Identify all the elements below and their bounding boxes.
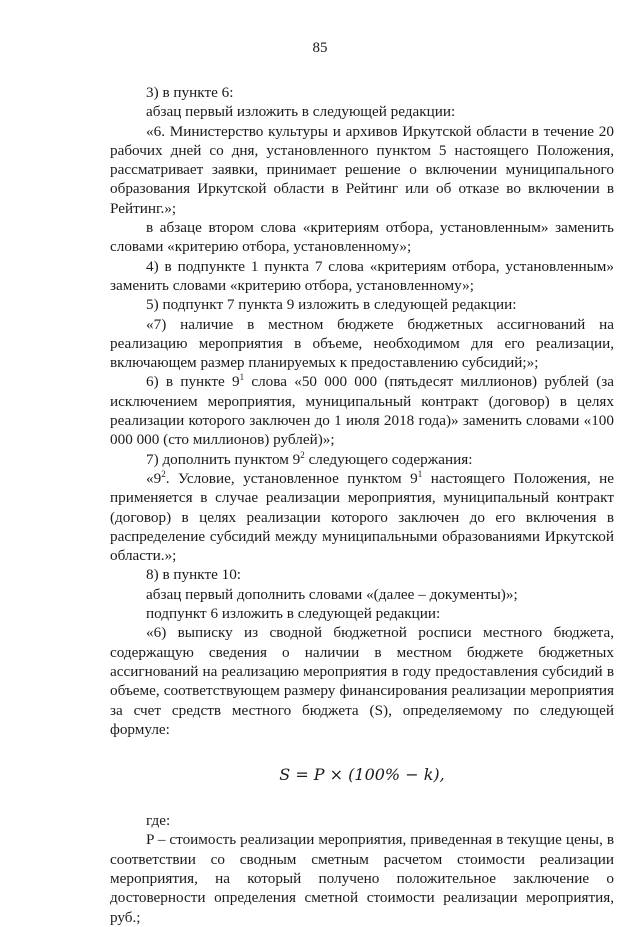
- paragraph-supplement: абзац первый дополнить словами «(далее – документы)»;: [146, 585, 518, 603]
- superscript: 2: [161, 468, 166, 479]
- superscript: 1: [417, 468, 423, 479]
- paragraph-quote-6: «6. Министерство культуры и архивов Иркутской области в течение 20 рабочих дней со дня, установленного пунктом 5 настоящего Положения, рассматривает заявки, принимает решение о включении муниципального образования Иркутской области в Рейтинг или об отказе во включении в Рейтинг.»;: [110, 122, 614, 217]
- superscript: 2: [300, 449, 305, 460]
- paragraph-where: где:: [146, 812, 171, 830]
- page-number: 85: [312, 40, 328, 56]
- paragraph-item-5: 5) подпункт 7 пункта 9 изложить в следующей редакции:: [146, 296, 517, 314]
- text-fragment: 6) в пункте 9: [146, 373, 240, 391]
- paragraph-definition-p: P – стоимость реализации мероприятия, приведенная в текущие цены, в соответствии со сводным сметным расчетом стоимости реализации мероприятия, на который получено положительное заключение о достоверности определения сметной стоимости реализации мероприятия, руб.;: [110, 831, 614, 926]
- formula: S = P × (100% − k),: [279, 765, 445, 785]
- text-fragment: . Условие, установленное пунктом 9: [165, 469, 418, 487]
- superscript: 1: [239, 372, 245, 383]
- text-fragment: 7) дополнить пунктом 9: [146, 450, 301, 468]
- paragraph-quote-extract: «6) выписку из сводной бюджетной росписи местного бюджета, содержащую сведения о наличии в местном бюджете бюджетных ассигнований на реализацию мероприятия в году предоставления субсидий в объеме, соответствующем размеру финансирования реализации мероприятия за счет средств местного бюджета (S), определяемому по следующей формуле:: [110, 624, 614, 738]
- paragraph-item-3: 3) в пункте 6:: [146, 84, 234, 101]
- text-fragment: следующего содержания:: [304, 450, 473, 468]
- text-fragment: настоящего Положения, не применяется в случае реализации мероприятия, муниципальный контракт (договор) в целях реализации которого заключен до его включения в распределение субсидий между муниципальными образованиями Иркутской области.»;: [110, 469, 615, 565]
- paragraph-quote-9-2: [110, 469, 614, 565]
- text-fragment: «9: [146, 469, 162, 487]
- paragraph-item-8: 8) в пункте 10:: [146, 566, 242, 584]
- paragraph-replace-words: в абзаце втором слова «критериям отбора, установленным» заменить словами «критерию отбора, установленному»;: [110, 219, 614, 256]
- paragraph-instruction: абзац первый изложить в следующей редакции:: [146, 103, 456, 121]
- paragraph-item-6: [110, 372, 614, 449]
- paragraph-quote-7: «7) наличие в местном бюджете бюджетных ассигнований на реализацию мероприятия в объеме, необходимом для его реализации, включающем размер планируемых к предоставлению субсидий;»;: [110, 315, 614, 372]
- paragraph-subitem-6: подпункт 6 изложить в следующей редакции:: [146, 605, 441, 623]
- paragraph-item-4: 4) в подпункте 1 пункта 7 слова «критериям отбора, установленным» заменить словами «критерию отбора, установленному»;: [110, 257, 614, 294]
- text-fragment: слова «50 000 000 (пятьдесят миллионов) рублей (за исключением мероприятия, муниципальный контракт (договор) в целях реализации которого заключен до 1 июля 2018 года)» заменить словами «100 000 000 (сто миллионов) рублей)»;: [110, 373, 614, 449]
- paragraph-item-7: [110, 450, 614, 469]
- document-body: [110, 83, 614, 927]
